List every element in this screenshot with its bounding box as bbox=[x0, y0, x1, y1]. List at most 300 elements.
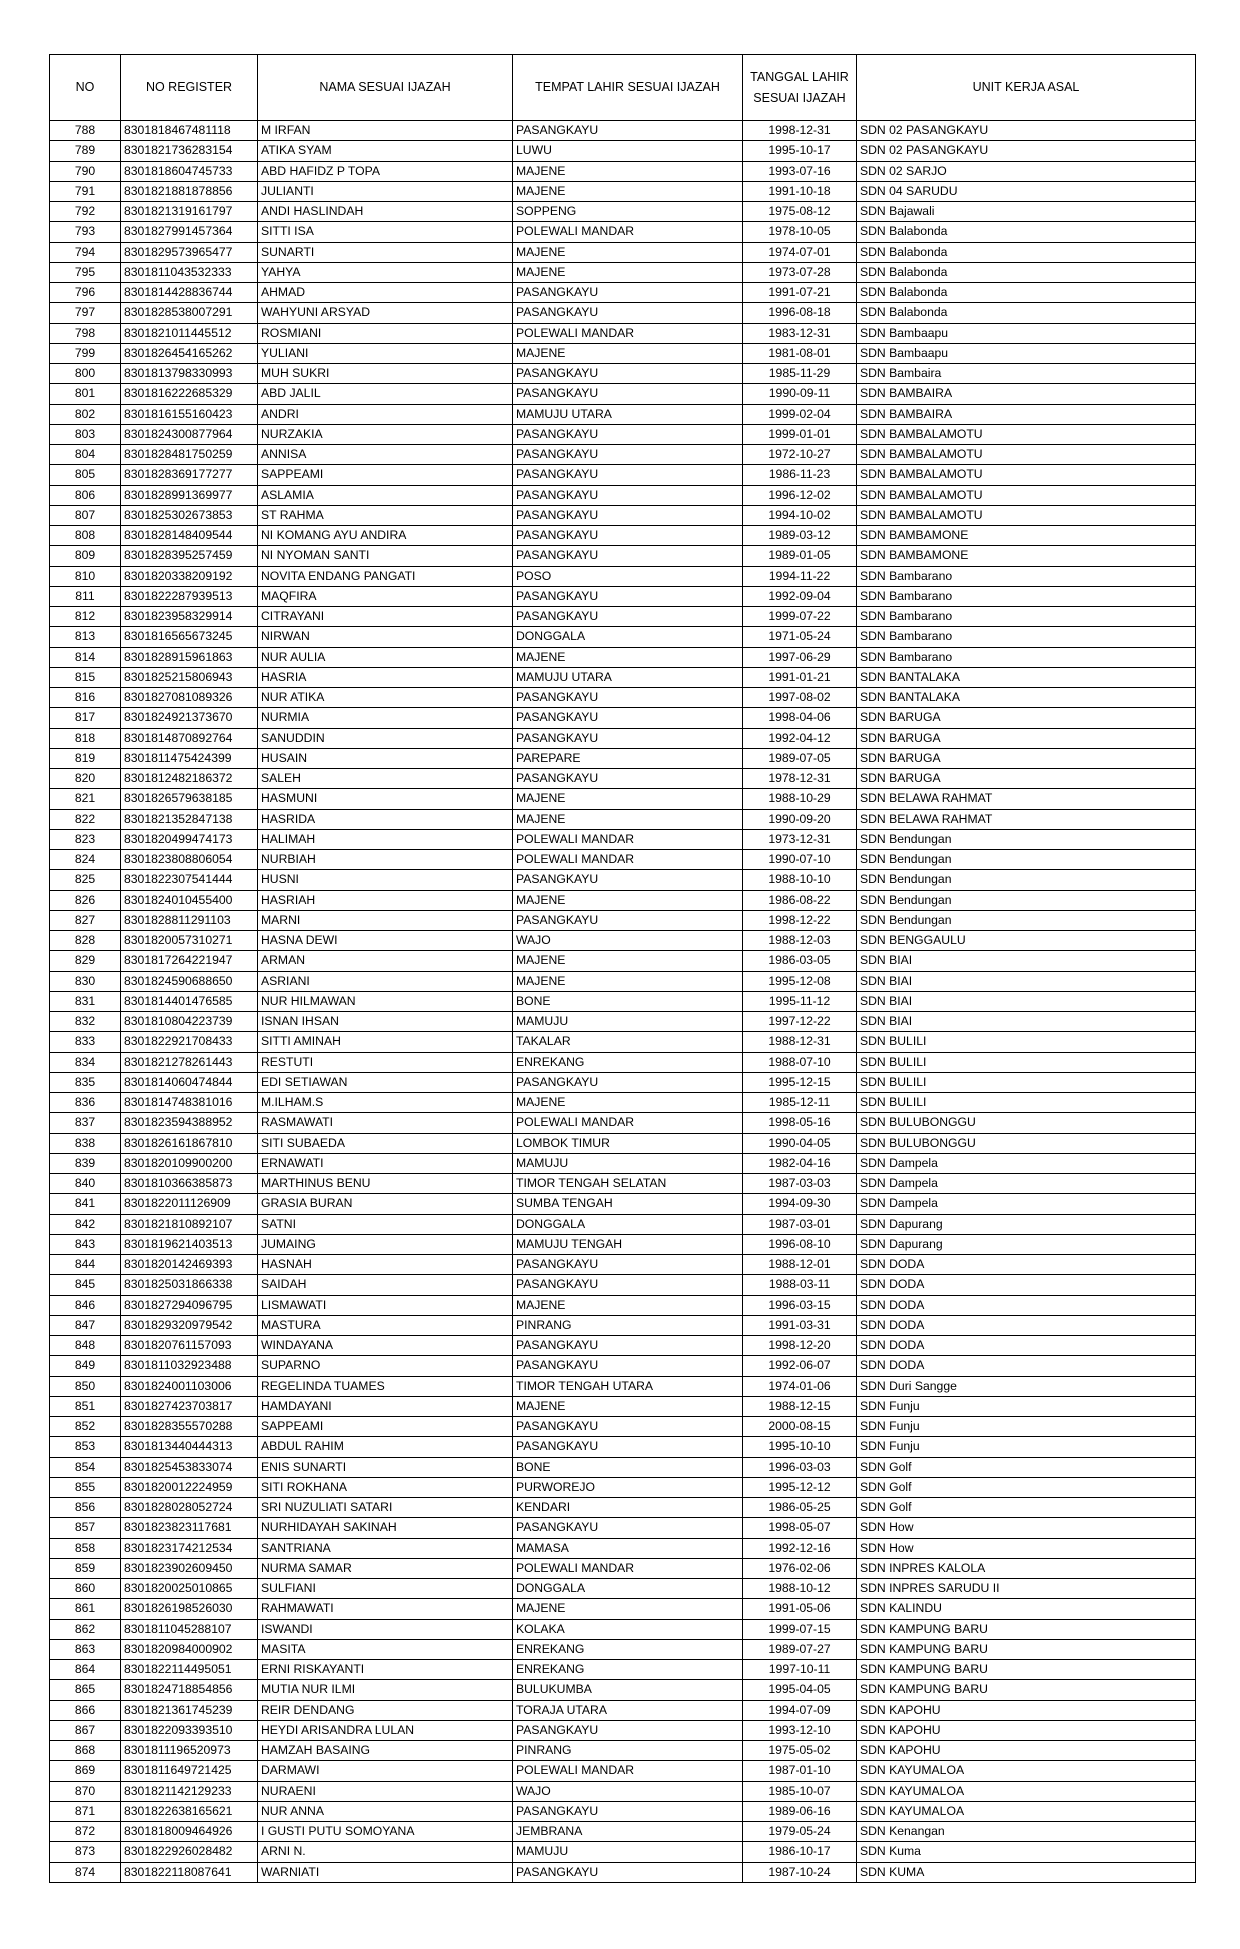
cell-register: 8301824590688650 bbox=[121, 971, 258, 991]
cell-unit-kerja: SDN Bambarano bbox=[857, 586, 1196, 606]
cell-tanggal-lahir: 1974-07-01 bbox=[743, 242, 857, 262]
cell-tempat-lahir: MAJENE bbox=[513, 809, 743, 829]
cell-unit-kerja: SDN 04 SARUDU bbox=[857, 181, 1196, 201]
cell-register: 8301824718854856 bbox=[121, 1680, 258, 1700]
cell-nama: ROSMIANI bbox=[258, 323, 513, 343]
table-row bbox=[50, 1417, 1196, 1437]
cell-nama: RASMAWATI bbox=[258, 1113, 513, 1133]
cell-tanggal-lahir: 1983-12-31 bbox=[743, 323, 857, 343]
cell-tanggal-lahir: 1988-12-15 bbox=[743, 1396, 857, 1416]
cell-tanggal-lahir: 1985-12-11 bbox=[743, 1093, 857, 1113]
cell-tempat-lahir: POSO bbox=[513, 566, 743, 586]
cell-tempat-lahir: PASANGKAYU bbox=[513, 708, 743, 728]
cell-no: 847 bbox=[50, 1315, 121, 1335]
cell-register: 8301821011445512 bbox=[121, 323, 258, 343]
table-row bbox=[50, 991, 1196, 1011]
cell-tanggal-lahir: 1976-02-06 bbox=[743, 1558, 857, 1578]
cell-no: 861 bbox=[50, 1599, 121, 1619]
cell-nama: NURZAKIA bbox=[258, 424, 513, 444]
cell-tanggal-lahir: 1996-08-18 bbox=[743, 303, 857, 323]
cell-nama: NUR ATIKA bbox=[258, 688, 513, 708]
cell-unit-kerja: SDN BAMBAIRA bbox=[857, 384, 1196, 404]
cell-tanggal-lahir: 1990-07-10 bbox=[743, 850, 857, 870]
cell-tempat-lahir: BONE bbox=[513, 991, 743, 1011]
cell-no: 790 bbox=[50, 161, 121, 181]
cell-nama: EDI SETIAWAN bbox=[258, 1072, 513, 1092]
cell-register: 8301812482186372 bbox=[121, 769, 258, 789]
cell-no: 800 bbox=[50, 364, 121, 384]
cell-nama: HASRIA bbox=[258, 667, 513, 687]
cell-unit-kerja: SDN BELAWA RAHMAT bbox=[857, 789, 1196, 809]
cell-tempat-lahir: PASANGKAYU bbox=[513, 485, 743, 505]
cell-register: 8301818467481118 bbox=[121, 121, 258, 141]
cell-tanggal-lahir: 1982-04-16 bbox=[743, 1153, 857, 1173]
cell-tempat-lahir: MAJENE bbox=[513, 343, 743, 363]
cell-tanggal-lahir: 1999-07-15 bbox=[743, 1619, 857, 1639]
cell-unit-kerja: SDN Dapurang bbox=[857, 1214, 1196, 1234]
cell-no: 832 bbox=[50, 1012, 121, 1032]
table-row bbox=[50, 1822, 1196, 1842]
cell-unit-kerja: SDN BAMBALAMOTU bbox=[857, 424, 1196, 444]
cell-tempat-lahir: PASANGKAYU bbox=[513, 870, 743, 890]
cell-no: 867 bbox=[50, 1720, 121, 1740]
cell-nama: NI NYOMAN SANTI bbox=[258, 546, 513, 566]
cell-nama: GRASIA BURAN bbox=[258, 1194, 513, 1214]
cell-register: 8301823808806054 bbox=[121, 850, 258, 870]
cell-nama: RAHMAWATI bbox=[258, 1599, 513, 1619]
cell-nama: SUPARNO bbox=[258, 1356, 513, 1376]
cell-tanggal-lahir: 1979-05-24 bbox=[743, 1822, 857, 1842]
table-row bbox=[50, 1741, 1196, 1761]
cell-register: 8301827081089326 bbox=[121, 688, 258, 708]
cell-no: 848 bbox=[50, 1336, 121, 1356]
cell-unit-kerja: SDN BAMBAMONE bbox=[857, 546, 1196, 566]
cell-no: 799 bbox=[50, 343, 121, 363]
cell-tanggal-lahir: 1998-04-06 bbox=[743, 708, 857, 728]
cell-tanggal-lahir: 1994-11-22 bbox=[743, 566, 857, 586]
cell-nama: HEYDI ARISANDRA LULAN bbox=[258, 1720, 513, 1740]
cell-no: 796 bbox=[50, 283, 121, 303]
cell-no: 846 bbox=[50, 1295, 121, 1315]
cell-tempat-lahir: MAJENE bbox=[513, 181, 743, 201]
cell-register: 8301828395257459 bbox=[121, 546, 258, 566]
cell-tanggal-lahir: 1990-09-11 bbox=[743, 384, 857, 404]
cell-unit-kerja: SDN BARUGA bbox=[857, 708, 1196, 728]
registration-table bbox=[49, 54, 1196, 1883]
header-row bbox=[50, 55, 1196, 121]
cell-no: 794 bbox=[50, 242, 121, 262]
cell-nama: MASTURA bbox=[258, 1315, 513, 1335]
cell-register: 8301826198526030 bbox=[121, 1599, 258, 1619]
cell-unit-kerja: SDN Duri Sangge bbox=[857, 1376, 1196, 1396]
cell-register: 8301814870892764 bbox=[121, 728, 258, 748]
cell-tempat-lahir: PASANGKAYU bbox=[513, 1255, 743, 1275]
cell-unit-kerja: SDN Balabonda bbox=[857, 303, 1196, 323]
cell-no: 830 bbox=[50, 971, 121, 991]
cell-register: 8301814428836744 bbox=[121, 283, 258, 303]
cell-register: 8301818009464926 bbox=[121, 1822, 258, 1842]
cell-register: 8301813798330993 bbox=[121, 364, 258, 384]
cell-tanggal-lahir: 2000-08-15 bbox=[743, 1417, 857, 1437]
cell-register: 8301820499474173 bbox=[121, 829, 258, 849]
cell-nama: NURAENI bbox=[258, 1781, 513, 1801]
cell-nama: ABD JALIL bbox=[258, 384, 513, 404]
table-row bbox=[50, 1255, 1196, 1275]
cell-nama: MARTHINUS BENU bbox=[258, 1174, 513, 1194]
cell-tempat-lahir: LOMBOK TIMUR bbox=[513, 1133, 743, 1153]
table-row bbox=[50, 829, 1196, 849]
cell-no: 797 bbox=[50, 303, 121, 323]
cell-tempat-lahir: PASANGKAYU bbox=[513, 607, 743, 627]
cell-register: 8301821278261443 bbox=[121, 1052, 258, 1072]
cell-no: 811 bbox=[50, 586, 121, 606]
cell-nama: SANTRIANA bbox=[258, 1538, 513, 1558]
cell-register: 8301814401476585 bbox=[121, 991, 258, 1011]
cell-tanggal-lahir: 1994-09-30 bbox=[743, 1194, 857, 1214]
cell-no: 835 bbox=[50, 1072, 121, 1092]
cell-unit-kerja: SDN BULILI bbox=[857, 1093, 1196, 1113]
cell-no: 804 bbox=[50, 445, 121, 465]
cell-nama: MAQFIRA bbox=[258, 586, 513, 606]
cell-tanggal-lahir: 1989-07-27 bbox=[743, 1639, 857, 1659]
table-row bbox=[50, 1558, 1196, 1578]
cell-no: 831 bbox=[50, 991, 121, 1011]
cell-tempat-lahir: MAJENE bbox=[513, 890, 743, 910]
cell-register: 8301823174212534 bbox=[121, 1538, 258, 1558]
cell-unit-kerja: SDN 02 SARJO bbox=[857, 161, 1196, 181]
cell-tempat-lahir: PASANGKAYU bbox=[513, 1417, 743, 1437]
cell-nama: NURMA SAMAR bbox=[258, 1558, 513, 1578]
header-register: NO REGISTER bbox=[121, 55, 258, 121]
cell-register: 8301821361745239 bbox=[121, 1700, 258, 1720]
cell-unit-kerja: SDN KAYUMALOA bbox=[857, 1761, 1196, 1781]
cell-unit-kerja: SDN DODA bbox=[857, 1295, 1196, 1315]
cell-tanggal-lahir: 1985-11-29 bbox=[743, 364, 857, 384]
cell-tempat-lahir: PASANGKAYU bbox=[513, 769, 743, 789]
cell-tanggal-lahir: 1974-01-06 bbox=[743, 1376, 857, 1396]
cell-no: 871 bbox=[50, 1801, 121, 1821]
cell-tanggal-lahir: 1988-12-31 bbox=[743, 1032, 857, 1052]
cell-tempat-lahir: MAJENE bbox=[513, 1093, 743, 1113]
cell-tanggal-lahir: 1975-05-02 bbox=[743, 1741, 857, 1761]
cell-register: 8301828811291103 bbox=[121, 910, 258, 930]
cell-tanggal-lahir: 1997-12-22 bbox=[743, 1012, 857, 1032]
table-row bbox=[50, 1538, 1196, 1558]
cell-nama: HUSNI bbox=[258, 870, 513, 890]
cell-nama: REIR DENDANG bbox=[258, 1700, 513, 1720]
table-row bbox=[50, 424, 1196, 444]
cell-register: 8301828991369977 bbox=[121, 485, 258, 505]
cell-unit-kerja: SDN Dampela bbox=[857, 1194, 1196, 1214]
cell-tempat-lahir: MAMUJU UTARA bbox=[513, 404, 743, 424]
table-row bbox=[50, 1619, 1196, 1639]
cell-tanggal-lahir: 1989-07-05 bbox=[743, 748, 857, 768]
cell-no: 857 bbox=[50, 1518, 121, 1538]
cell-tempat-lahir: POLEWALI MANDAR bbox=[513, 829, 743, 849]
cell-unit-kerja: SDN KAYUMALOA bbox=[857, 1781, 1196, 1801]
table-row bbox=[50, 1315, 1196, 1335]
cell-unit-kerja: SDN BAMBAMONE bbox=[857, 526, 1196, 546]
cell-tempat-lahir: MAJENE bbox=[513, 951, 743, 971]
cell-register: 8301827294096795 bbox=[121, 1295, 258, 1315]
cell-unit-kerja: SDN Funju bbox=[857, 1437, 1196, 1457]
cell-unit-kerja: SDN KALINDU bbox=[857, 1599, 1196, 1619]
header-no: NO bbox=[50, 55, 121, 121]
cell-register: 8301824010455400 bbox=[121, 890, 258, 910]
cell-register: 8301820025010865 bbox=[121, 1579, 258, 1599]
table-row bbox=[50, 1680, 1196, 1700]
cell-tempat-lahir: PASANGKAYU bbox=[513, 1356, 743, 1376]
cell-unit-kerja: SDN BULILI bbox=[857, 1072, 1196, 1092]
cell-tanggal-lahir: 1991-03-31 bbox=[743, 1315, 857, 1335]
cell-tempat-lahir: MAJENE bbox=[513, 1599, 743, 1619]
table-row bbox=[50, 465, 1196, 485]
cell-no: 806 bbox=[50, 485, 121, 505]
cell-nama: SAPPEAMI bbox=[258, 465, 513, 485]
cell-register: 8301817264221947 bbox=[121, 951, 258, 971]
table-header bbox=[50, 55, 1196, 121]
cell-no: 840 bbox=[50, 1174, 121, 1194]
cell-no: 869 bbox=[50, 1761, 121, 1781]
cell-no: 814 bbox=[50, 647, 121, 667]
cell-tanggal-lahir: 1997-06-29 bbox=[743, 647, 857, 667]
cell-no: 795 bbox=[50, 262, 121, 282]
cell-tanggal-lahir: 1988-10-12 bbox=[743, 1579, 857, 1599]
cell-no: 873 bbox=[50, 1842, 121, 1862]
cell-unit-kerja: SDN Golf bbox=[857, 1477, 1196, 1497]
cell-no: 813 bbox=[50, 627, 121, 647]
cell-nama: ARMAN bbox=[258, 951, 513, 971]
cell-tanggal-lahir: 1989-01-05 bbox=[743, 546, 857, 566]
cell-tanggal-lahir: 1981-08-01 bbox=[743, 343, 857, 363]
cell-tanggal-lahir: 1986-08-22 bbox=[743, 890, 857, 910]
cell-nama: NOVITA ENDANG PANGATI bbox=[258, 566, 513, 586]
table-row bbox=[50, 1133, 1196, 1153]
cell-tanggal-lahir: 1999-07-22 bbox=[743, 607, 857, 627]
cell-tanggal-lahir: 1990-09-20 bbox=[743, 809, 857, 829]
cell-tempat-lahir: MAJENE bbox=[513, 971, 743, 991]
cell-no: 828 bbox=[50, 931, 121, 951]
cell-tanggal-lahir: 1987-01-10 bbox=[743, 1761, 857, 1781]
cell-nama: HASRIAH bbox=[258, 890, 513, 910]
header-tanggal-lahir: TANGGAL LAHIR SESUAI IJAZAH bbox=[743, 55, 857, 121]
cell-unit-kerja: SDN Bambaapu bbox=[857, 343, 1196, 363]
cell-unit-kerja: SDN Balabonda bbox=[857, 283, 1196, 303]
cell-no: 839 bbox=[50, 1153, 121, 1173]
cell-nama: ERNI RISKAYANTI bbox=[258, 1660, 513, 1680]
cell-no: 803 bbox=[50, 424, 121, 444]
cell-tanggal-lahir: 1985-10-07 bbox=[743, 1781, 857, 1801]
table-row bbox=[50, 384, 1196, 404]
cell-register: 8301829573965477 bbox=[121, 242, 258, 262]
table-row bbox=[50, 445, 1196, 465]
cell-tempat-lahir: PASANGKAYU bbox=[513, 1275, 743, 1295]
table-row bbox=[50, 202, 1196, 222]
cell-tanggal-lahir: 1999-01-01 bbox=[743, 424, 857, 444]
cell-unit-kerja: SDN DODA bbox=[857, 1356, 1196, 1376]
cell-no: 836 bbox=[50, 1093, 121, 1113]
cell-nama: MARNI bbox=[258, 910, 513, 930]
cell-register: 8301825302673853 bbox=[121, 505, 258, 525]
cell-no: 860 bbox=[50, 1579, 121, 1599]
cell-tempat-lahir: PASANGKAYU bbox=[513, 1437, 743, 1457]
cell-no: 827 bbox=[50, 910, 121, 930]
cell-no: 824 bbox=[50, 850, 121, 870]
cell-no: 829 bbox=[50, 951, 121, 971]
cell-nama: YAHYA bbox=[258, 262, 513, 282]
cell-nama: NURBIAH bbox=[258, 850, 513, 870]
cell-tanggal-lahir: 1992-06-07 bbox=[743, 1356, 857, 1376]
cell-no: 825 bbox=[50, 870, 121, 890]
cell-nama: NIRWAN bbox=[258, 627, 513, 647]
cell-tempat-lahir: MAMASA bbox=[513, 1538, 743, 1558]
cell-no: 843 bbox=[50, 1234, 121, 1254]
cell-nama: ERNAWATI bbox=[258, 1153, 513, 1173]
table-body bbox=[50, 121, 1196, 1883]
cell-unit-kerja: SDN BULUBONGGU bbox=[857, 1133, 1196, 1153]
cell-register: 8301828481750259 bbox=[121, 445, 258, 465]
cell-tanggal-lahir: 1992-12-16 bbox=[743, 1538, 857, 1558]
cell-unit-kerja: SDN 02 PASANGKAYU bbox=[857, 141, 1196, 161]
cell-tempat-lahir: PASANGKAYU bbox=[513, 465, 743, 485]
cell-tanggal-lahir: 1995-12-08 bbox=[743, 971, 857, 991]
cell-nama: M IRFAN bbox=[258, 121, 513, 141]
table-row bbox=[50, 1113, 1196, 1133]
cell-no: 808 bbox=[50, 526, 121, 546]
table-row bbox=[50, 1376, 1196, 1396]
cell-tanggal-lahir: 1996-08-10 bbox=[743, 1234, 857, 1254]
cell-tempat-lahir: POLEWALI MANDAR bbox=[513, 1761, 743, 1781]
cell-nama: ABD HAFIDZ P TOPA bbox=[258, 161, 513, 181]
cell-nama: M.ILHAM.S bbox=[258, 1093, 513, 1113]
cell-unit-kerja: SDN BENGGAULU bbox=[857, 931, 1196, 951]
table-row bbox=[50, 1396, 1196, 1416]
cell-nama: YULIANI bbox=[258, 343, 513, 363]
cell-register: 8301821736283154 bbox=[121, 141, 258, 161]
cell-unit-kerja: SDN KAPOHU bbox=[857, 1700, 1196, 1720]
cell-no: 842 bbox=[50, 1214, 121, 1234]
cell-unit-kerja: SDN INPRES KALOLA bbox=[857, 1558, 1196, 1578]
cell-nama: LISMAWATI bbox=[258, 1295, 513, 1315]
cell-tempat-lahir: TORAJA UTARA bbox=[513, 1700, 743, 1720]
cell-nama: HASNAH bbox=[258, 1255, 513, 1275]
cell-register: 8301814060474844 bbox=[121, 1072, 258, 1092]
cell-no: 874 bbox=[50, 1862, 121, 1882]
cell-unit-kerja: SDN Bendungan bbox=[857, 870, 1196, 890]
cell-tempat-lahir: PAREPARE bbox=[513, 748, 743, 768]
cell-tanggal-lahir: 1995-10-10 bbox=[743, 1437, 857, 1457]
cell-tanggal-lahir: 1995-10-17 bbox=[743, 141, 857, 161]
cell-tempat-lahir: PASANGKAYU bbox=[513, 424, 743, 444]
cell-tanggal-lahir: 1993-12-10 bbox=[743, 1720, 857, 1740]
table-row bbox=[50, 222, 1196, 242]
cell-register: 8301822114495051 bbox=[121, 1660, 258, 1680]
cell-unit-kerja: SDN Bambarano bbox=[857, 566, 1196, 586]
cell-register: 8301820012224959 bbox=[121, 1477, 258, 1497]
cell-tanggal-lahir: 1987-10-24 bbox=[743, 1862, 857, 1882]
cell-no: 789 bbox=[50, 141, 121, 161]
cell-register: 8301823958329914 bbox=[121, 607, 258, 627]
cell-no: 841 bbox=[50, 1194, 121, 1214]
cell-no: 865 bbox=[50, 1680, 121, 1700]
cell-nama: DARMAWI bbox=[258, 1761, 513, 1781]
cell-tanggal-lahir: 1993-07-16 bbox=[743, 161, 857, 181]
table-row bbox=[50, 850, 1196, 870]
cell-tempat-lahir: WAJO bbox=[513, 931, 743, 951]
table-row bbox=[50, 242, 1196, 262]
cell-tanggal-lahir: 1973-07-28 bbox=[743, 262, 857, 282]
cell-unit-kerja: SDN BAMBAIRA bbox=[857, 404, 1196, 424]
cell-unit-kerja: SDN BAMBALAMOTU bbox=[857, 465, 1196, 485]
table-row bbox=[50, 323, 1196, 343]
cell-tempat-lahir: KENDARI bbox=[513, 1498, 743, 1518]
table-row bbox=[50, 1356, 1196, 1376]
cell-no: 845 bbox=[50, 1275, 121, 1295]
cell-register: 8301813440444313 bbox=[121, 1437, 258, 1457]
cell-nama: ABDUL RAHIM bbox=[258, 1437, 513, 1457]
cell-tempat-lahir: POLEWALI MANDAR bbox=[513, 222, 743, 242]
cell-no: 833 bbox=[50, 1032, 121, 1052]
table-row bbox=[50, 708, 1196, 728]
cell-register: 8301823823117681 bbox=[121, 1518, 258, 1538]
cell-no: 807 bbox=[50, 505, 121, 525]
table-row bbox=[50, 910, 1196, 930]
cell-no: 868 bbox=[50, 1741, 121, 1761]
cell-register: 8301821881878856 bbox=[121, 181, 258, 201]
table-row bbox=[50, 1498, 1196, 1518]
cell-tempat-lahir: KOLAKA bbox=[513, 1619, 743, 1639]
cell-register: 8301826579638185 bbox=[121, 789, 258, 809]
cell-tanggal-lahir: 1978-10-05 bbox=[743, 222, 857, 242]
cell-no: 870 bbox=[50, 1781, 121, 1801]
table-row bbox=[50, 647, 1196, 667]
cell-tanggal-lahir: 1994-10-02 bbox=[743, 505, 857, 525]
cell-nama: JUMAING bbox=[258, 1234, 513, 1254]
cell-register: 8301811649721425 bbox=[121, 1761, 258, 1781]
cell-nama: WARNIATI bbox=[258, 1862, 513, 1882]
cell-nama: SITI ROKHANA bbox=[258, 1477, 513, 1497]
cell-tanggal-lahir: 1989-03-12 bbox=[743, 526, 857, 546]
table-row bbox=[50, 1781, 1196, 1801]
table-row bbox=[50, 566, 1196, 586]
cell-unit-kerja: SDN Dampela bbox=[857, 1153, 1196, 1173]
cell-tempat-lahir: MAMUJU UTARA bbox=[513, 667, 743, 687]
cell-unit-kerja: SDN KAPOHU bbox=[857, 1720, 1196, 1740]
cell-nama: REGELINDA TUAMES bbox=[258, 1376, 513, 1396]
cell-tempat-lahir: PASANGKAYU bbox=[513, 303, 743, 323]
cell-tanggal-lahir: 1998-05-16 bbox=[743, 1113, 857, 1133]
cell-nama: NUR HILMAWAN bbox=[258, 991, 513, 1011]
cell-tempat-lahir: PASANGKAYU bbox=[513, 910, 743, 930]
cell-unit-kerja: SDN Funju bbox=[857, 1417, 1196, 1437]
cell-tanggal-lahir: 1992-09-04 bbox=[743, 586, 857, 606]
cell-unit-kerja: SDN Balabonda bbox=[857, 222, 1196, 242]
cell-nama: SRI NUZULIATI SATARI bbox=[258, 1498, 513, 1518]
cell-register: 8301824921373670 bbox=[121, 708, 258, 728]
cell-tempat-lahir: WAJO bbox=[513, 1781, 743, 1801]
cell-unit-kerja: SDN Bendungan bbox=[857, 850, 1196, 870]
cell-no: 854 bbox=[50, 1457, 121, 1477]
cell-tanggal-lahir: 1973-12-31 bbox=[743, 829, 857, 849]
cell-tempat-lahir: SUMBA TENGAH bbox=[513, 1194, 743, 1214]
cell-tanggal-lahir: 1995-12-15 bbox=[743, 1072, 857, 1092]
table-row bbox=[50, 1214, 1196, 1234]
cell-tempat-lahir: PURWOREJO bbox=[513, 1477, 743, 1497]
cell-tanggal-lahir: 1995-11-12 bbox=[743, 991, 857, 1011]
cell-nama: SUNARTI bbox=[258, 242, 513, 262]
cell-unit-kerja: SDN KAMPUNG BARU bbox=[857, 1660, 1196, 1680]
cell-tanggal-lahir: 1995-12-12 bbox=[743, 1477, 857, 1497]
